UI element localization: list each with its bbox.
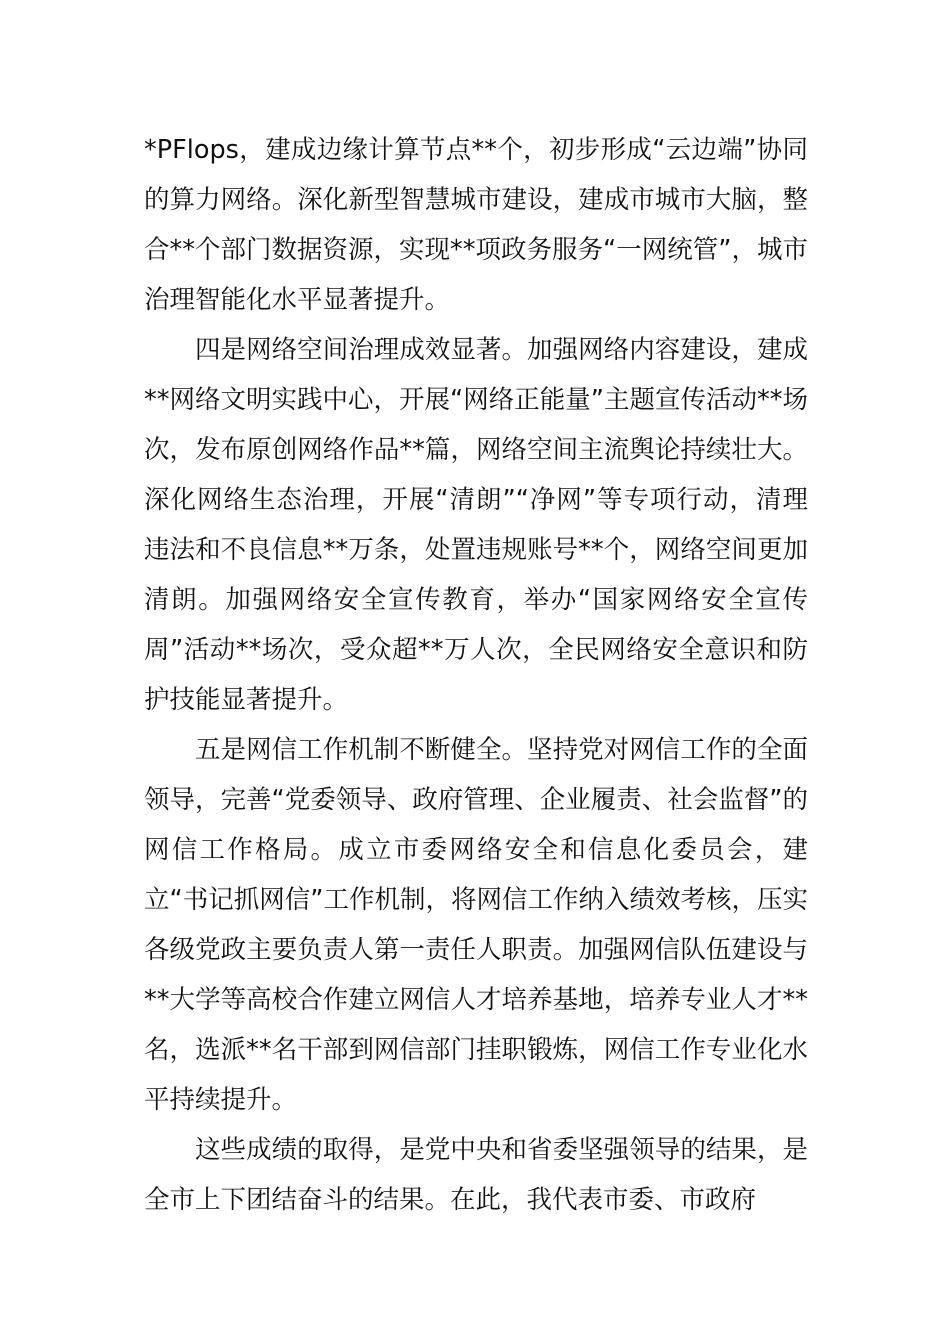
paragraph-achievements-summary: 这些成绩的取得，是党中央和省委坚强领导的结果，是全市上下团结奋斗的结果。在此，我代表市委、市政府 — [144, 1135, 808, 1215]
document-body — [144, 125, 808, 1225]
paragraph-computing-network: *PFlops，建成边缘计算节点**个，初步形成“云边端”协同的算力网络。深化新型智慧城市建设，建成市城市大脑，整合**个部门数据资源，实现**项政务服务“一网统管”，城市治理智能化水平显著提升。 — [144, 135, 808, 315]
paragraph-work-mechanism: 五是网信工作机制不断健全。坚持党对网信工作的全面领导，完善“党委领导、政府管理、企业履责、社会监督”的网信工作格局。成立市委网络安全和信息化委员会，建立“书记抓网信”工作机制，将网信工作纳入绩效考核，压实各级党政主要负责人第一责任人职责。加强网信队伍建设与**大学等高校合作建立网信人才培养基地，培养专业人才**名，选派**名干部到网信部门挂职锻炼，网信工作专业化水平持续提升。 — [144, 735, 808, 1115]
paragraph-cyberspace-governance: 四是网络空间治理成效显著。加强网络内容建设，建成**网络文明实践中心，开展“网络正能量”主题宣传活动**场次，发布原创网络作品**篇，网络空间主流舆论持续壮大。深化网络生态治理，开展“清朗”“净网”等专项行动，清理违法和不良信息**万条，处置违规账号**个，网络空间更加清朗。加强网络安全宣传教育，举办“国家网络安全宣传周”活动**场次，受众超**万人次，全民网络安全意识和防护技能显著提升。 — [144, 335, 808, 715]
